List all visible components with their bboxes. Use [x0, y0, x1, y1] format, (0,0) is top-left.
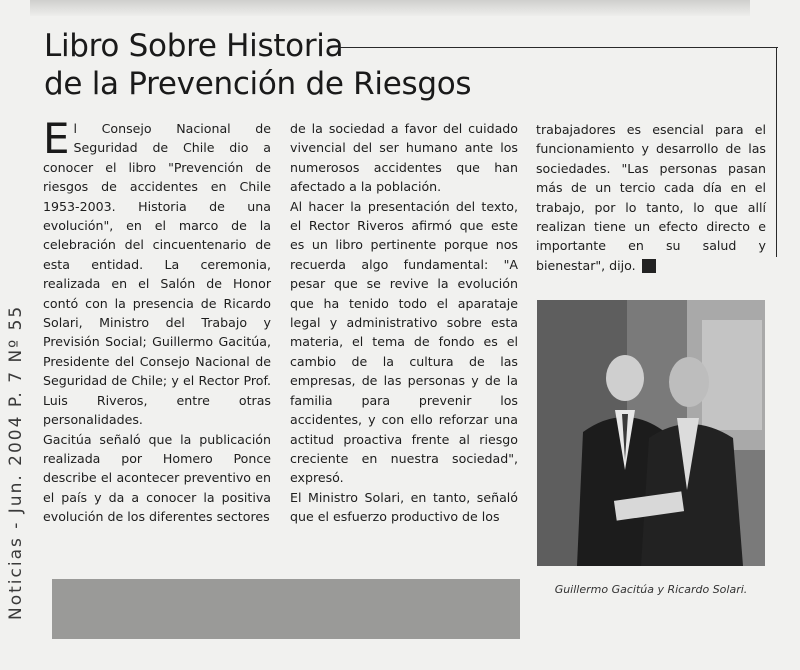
paragraph: El Ministro Solari, en tanto, señaló que el esfuerzo productivo de los: [290, 489, 518, 525]
paragraph: [536, 120, 766, 275]
paragraph: [43, 114, 271, 430]
article-column-3: [536, 120, 766, 275]
headline-line-1: Libro Sobre Historia: [44, 28, 344, 64]
article-column-2: [290, 119, 518, 527]
headline-line-2: de la Prevención de Riesgos: [44, 66, 472, 102]
photo-caption: Guillermo Gacitúa y Ricardo Solari.: [554, 583, 748, 596]
paragraph-text: l Consejo Nacional de Seguridad de Chile dio a conocer el libro "Prevención de riesgos de accidentes en Chile 1953-2003. Historia de una evolución", en el marco de la celebración del cincuentenario de esta entidad. La ceremonia, realizada en el Salón de Honor contó con la presencia de Ricardo Solari, Ministro del Trabajo y Previsión Social; Guillermo Gacitúa, Presidente del Consejo Nacional de Seguridad de Chile; y el Rector Prof. Luis Riveros, entre otras personalidades.: [43, 121, 271, 428]
handwritten-source-stamp: Noticias - Jun. 2004 P. 7 Nº 55: [6, 304, 26, 620]
drop-cap: E: [43, 114, 70, 163]
paragraph-text: trabajadores es esencial para el funcionamiento y desarrollo de las sociedades. "Las personas pasan más de un tercio cada día en el trabajo, por lo tanto, lo que allí realizan tiene un efecto directo e importante en su salud y bienestar", dijo.: [536, 122, 766, 273]
article-column-1: [43, 114, 271, 527]
scan-top-shadow: [30, 0, 750, 16]
gray-panel: [52, 579, 520, 639]
paragraph: de la sociedad a favor del cuidado vivencial del ser humano ante los numerosos accidentes que han afectado a la población.: [290, 121, 518, 195]
end-mark-icon: [642, 259, 656, 273]
paragraph: Gacitúa señaló que la publicación realizada por Homero Ponce describe el acontecer preventivo en el país y da a conocer la positiva evolución de los diferentes sectores: [43, 431, 271, 525]
photo-illustration: [537, 300, 765, 566]
header-rule-vertical: [776, 47, 777, 257]
header-rule-horizontal: [338, 47, 778, 48]
article-headline: [44, 27, 471, 103]
paragraph: Al hacer la presentación del texto, el Rector Riveros afirmó que este es un libro pertinente porque nos recuerda algo fundamental: "A pesar que se revive la evolución que ha tenido todo el aparataje legal y administrativo sobre esta materia, el tema de fondo es el cambio de la cultura de las empresas, de las personas y de la familia para prevenir los accidentes, y con ello reforzar una actitud proactiva frente al riesgo creciente en nuestra sociedad", expresó.: [290, 198, 518, 486]
article-photo: [537, 300, 765, 566]
